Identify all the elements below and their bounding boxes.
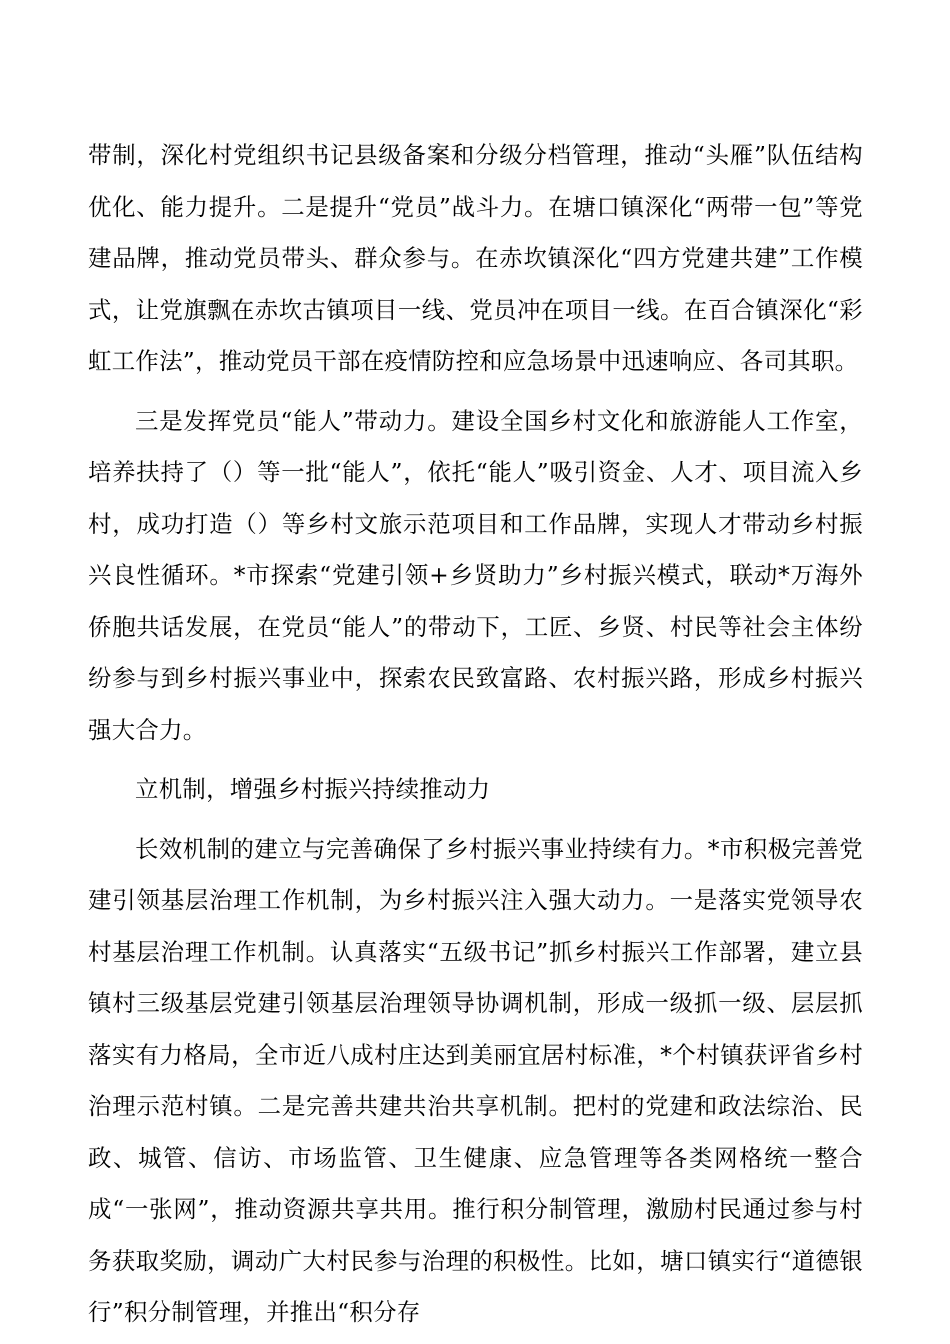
document-body [88, 130, 863, 1339]
paragraph-long-term-mechanism: 长效机制的建立与完善确保了乡村振兴事业持续有力。*市积极完善党建引领基层治理工作机制，为乡村振兴注入强大动力。一是落实党领导农村基层治理工作机制。认真落实“五级书记”抓乡村振兴工作部署，建立县镇村三级基层党建引领基层治理领导协调机制，形成一级抓一级、层层抓落实有力格局，全市近八成村庄达到美丽宜居村标准，*个村镇获评省乡村治理示范村镇。二是完善共建共治共享机制。把村的党建和政法综治、民政、城管、信访、市场监管、卫生健康、应急管理等各类网格统一整合成“一张网”，推动资源共享共用。推行积分制管理，激励村民通过参与村务获取奖励，调动广大村民参与治理的积极性。比如，塘口镇实行“道德银行”积分制管理，并推出“积分存 [88, 834, 863, 1326]
section-heading-mechanism: 立机制，增强乡村振兴持续推动力 [135, 775, 491, 803]
paragraph-capable-people: 三是发挥党员“能人”带动力。建设全国乡村文化和旅游能人工作室，培养扶持了（）等一批“能人”，依托“能人”吸引资金、人才、项目流入乡村，成功打造（）等乡村文旅示范项目和工作品牌，实现人才带动乡村振兴良性循环。*市探索“党建引领+乡贤助力”乡村振兴模式，联动*万海外侨胞共话发展，在党员“能人”的带动下，工匠、乡贤、村民等社会主体纷纷参与到乡村振兴事业中，探索农民致富路、农村振兴路，形成乡村振兴强大合力。 [88, 406, 863, 744]
paragraph-party-member-fighting: 带制，深化村党组织书记县级备案和分级分档管理，推动“头雁”队伍结构优化、能力提升。二是提升“党员”战斗力。在塘口镇深化“两带一包”等党建品牌，推动党员带头、群众参与。在赤坎镇深化“四方党建共建”工作模式，让党旗飘在赤坎古镇项目一线、党员冲在项目一线。在百合镇深化“彩虹工作法”，推动党员干部在疫情防控和应急场景中迅速响应、各司其职。 [88, 141, 863, 375]
